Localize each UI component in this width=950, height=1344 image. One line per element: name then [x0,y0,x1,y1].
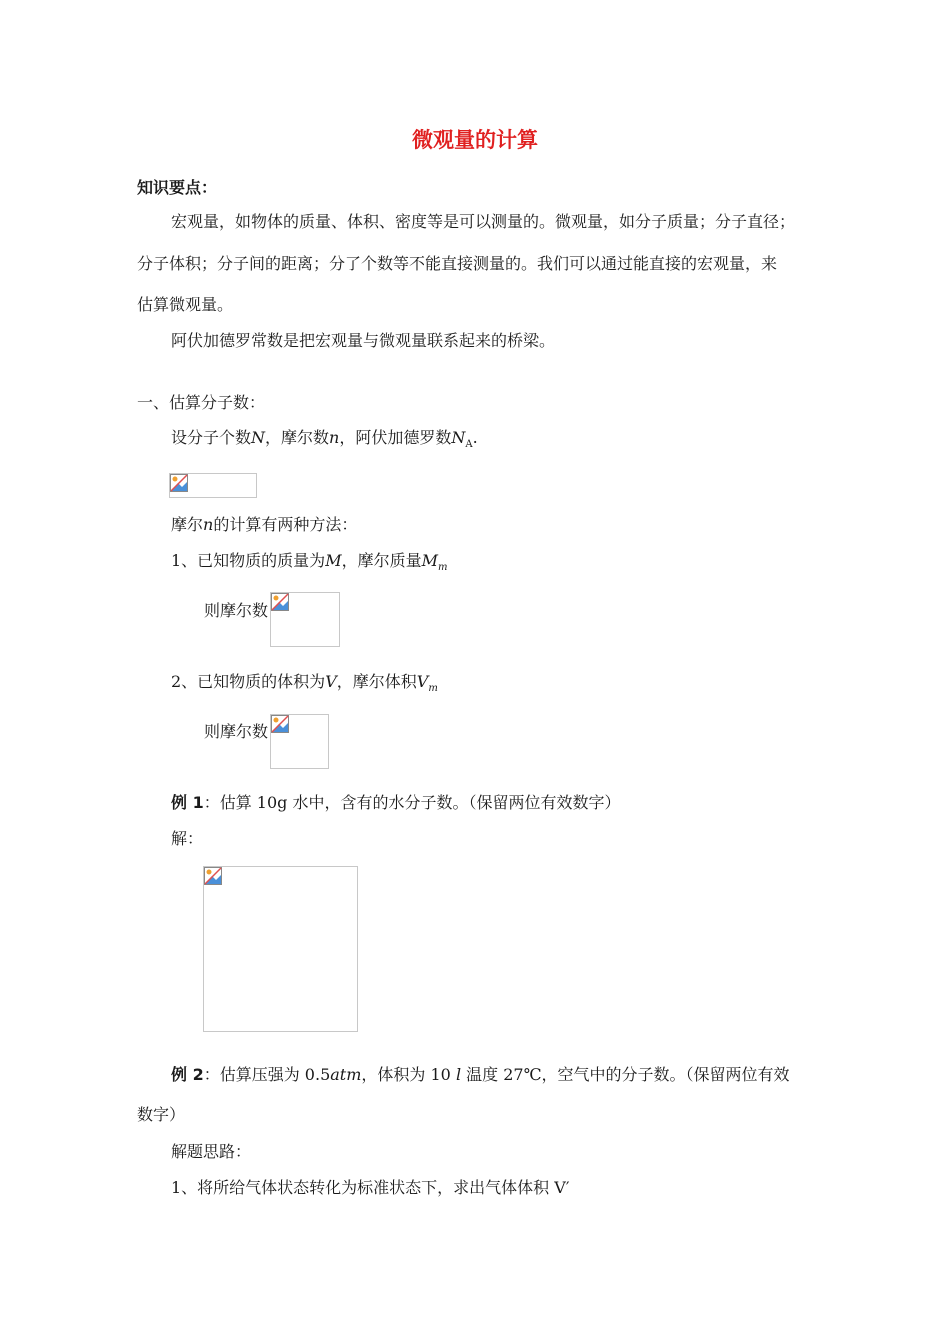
text: 1、已知物质的质量为 [171,551,326,570]
example-2 [171,1065,790,1085]
broken-image-icon [170,474,188,492]
definition-line [171,428,478,455]
subscript: m [428,683,438,695]
symbol-N: N [251,428,266,447]
example-label: 例 2 [171,1065,204,1084]
symbol-V: V [325,672,337,691]
step-1: 1、将所给气体状态转化为标准状态下，求出气体体积 V′ [171,1178,570,1197]
text: ，摩尔数 [265,428,330,447]
solution-label: 解： [171,829,204,848]
page-title: 微观量的计算 [412,128,538,152]
unit-atm: atm [330,1065,362,1084]
broken-image-icon [271,715,289,733]
subscript: m [437,562,448,574]
symbol-Vm: V [416,672,429,691]
text: . [472,428,478,447]
paragraph-line: 阿伏加德罗常数是把宏观量与微观量联系起来的桥梁。 [171,331,556,350]
method-2 [171,672,438,699]
section-heading: 一、估算分子数： [137,393,266,412]
broken-image-icon [204,867,222,885]
paragraph-line: 估算微观量。 [137,295,234,314]
symbol-n: n [329,428,340,447]
text: ，摩尔体积 [336,672,417,691]
formula-image [169,473,257,498]
symbol-Mm: M [421,551,438,570]
text: ，摩尔质量 [341,551,422,570]
text: 温度 27℃，空气中的分子数。（保留两位有效 [461,1065,790,1084]
subscript: A [465,439,473,451]
example-label: 例 1 [171,793,204,812]
broken-image-icon [271,593,289,611]
formula-image [270,592,340,647]
method-1 [171,551,447,578]
methods-line [171,515,357,535]
symbol-NA: N [451,428,466,447]
text: 摩尔 [171,515,204,534]
then-line: 则摩尔数 [204,722,269,741]
text: ，阿伏加德罗数 [339,428,452,447]
knowledge-heading: 知识要点： [137,178,218,197]
then-line: 则摩尔数 [204,601,269,620]
text: 的计算有两种方法： [213,515,358,534]
text: ：估算 10g 水中，含有的水分子数。（保留两位有效数字） [203,793,621,812]
symbol-n: n [203,515,214,534]
text: ：估算压强为 0.5 [203,1065,331,1084]
text: 设分子个数 [171,428,252,447]
text: ，体积为 10 [361,1065,456,1084]
formula-image [270,714,329,769]
text: 2、已知物质的体积为 [171,672,326,691]
approach-label: 解题思路： [171,1142,252,1161]
example-2-continued: 数字） [137,1105,186,1124]
symbol-M: M [325,551,342,570]
unit-l: l [455,1065,462,1084]
example-1 [171,793,621,813]
paragraph-line: 分子体积；分子间的距离；分了个数等不能直接测量的。我们可以通过能直接的宏观量，来 [137,254,778,273]
paragraph-line: 宏观量，如物体的质量、体积、密度等是可以测量的。微观量，如分子质量；分子直径； [171,212,796,231]
solution-image [203,866,358,1032]
